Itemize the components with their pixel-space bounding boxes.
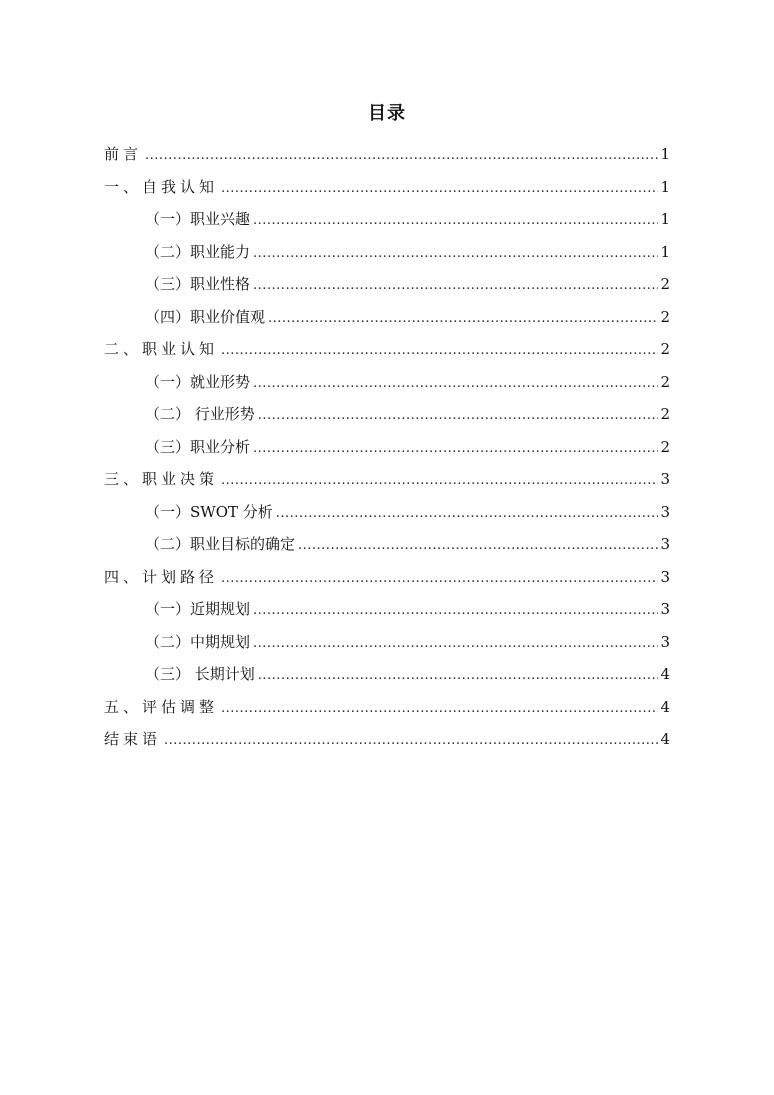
toc-entry[interactable] bbox=[104, 203, 670, 236]
toc-entry-page-number: 4 bbox=[660, 665, 670, 683]
toc-entry-page-number: 2 bbox=[660, 372, 670, 391]
toc-entry-label: （二） 行业形势 bbox=[145, 405, 255, 423]
toc-entry[interactable] bbox=[104, 626, 670, 659]
toc-entry[interactable] bbox=[104, 236, 670, 269]
toc-entry-label: 五、评估调整 bbox=[104, 697, 219, 716]
toc-entry-label: （三） 长期计划 bbox=[145, 665, 255, 683]
toc-dot-leader bbox=[253, 628, 658, 661]
toc-entry-page-number: 4 bbox=[660, 730, 670, 748]
toc-list bbox=[104, 138, 670, 756]
toc-entry-page-number: 2 bbox=[660, 340, 670, 358]
toc-dot-leader bbox=[298, 530, 658, 563]
toc-title: 目录 bbox=[368, 103, 406, 124]
toc-entry[interactable] bbox=[104, 138, 670, 171]
toc-dot-leader bbox=[221, 335, 658, 368]
toc-entry-label: 前言 bbox=[104, 145, 143, 163]
toc-entry[interactable] bbox=[104, 333, 670, 366]
toc-entry[interactable] bbox=[104, 268, 670, 301]
toc-entry-label: （二）职业目标的确定 bbox=[145, 535, 296, 553]
toc-entry[interactable] bbox=[104, 301, 670, 334]
toc-dot-leader bbox=[253, 270, 658, 303]
toc-dot-leader bbox=[258, 660, 659, 693]
toc-entry-page-number: 3 bbox=[660, 567, 670, 586]
toc-dot-leader bbox=[221, 563, 658, 596]
toc-entry[interactable] bbox=[104, 561, 670, 594]
toc-entry-label: 一、自我认知 bbox=[104, 177, 219, 196]
toc-entry-label: （一）SWOT 分析 bbox=[145, 502, 273, 521]
toc-entry-page-number: 3 bbox=[660, 502, 670, 521]
toc-dot-leader bbox=[253, 368, 658, 401]
toc-entry-label: （一）近期规划 bbox=[145, 600, 251, 618]
toc-entry[interactable] bbox=[104, 496, 670, 529]
toc-entry-page-number: 1 bbox=[660, 210, 670, 228]
toc-dot-leader bbox=[221, 693, 658, 726]
toc-entry-label: （一）就业形势 bbox=[145, 372, 251, 391]
toc-dot-leader bbox=[221, 465, 658, 498]
toc-dot-leader bbox=[253, 433, 658, 466]
toc-entry-label: （一）职业兴趣 bbox=[145, 210, 251, 228]
toc-entry[interactable] bbox=[104, 171, 670, 204]
toc-entry[interactable] bbox=[104, 723, 670, 756]
toc-entry-label: 四、计划路径 bbox=[104, 567, 219, 586]
toc-entry-page-number: 3 bbox=[660, 600, 670, 618]
toc-entry-page-number: 3 bbox=[660, 470, 670, 488]
toc-dot-leader bbox=[145, 140, 658, 173]
toc-entry-page-number: 4 bbox=[660, 697, 670, 716]
toc-entry-label: （四）职业价值观 bbox=[145, 307, 266, 326]
toc-entry[interactable] bbox=[104, 463, 670, 496]
toc-dot-leader bbox=[276, 498, 659, 531]
toc-dot-leader bbox=[253, 595, 658, 628]
toc-entry-page-number: 2 bbox=[660, 437, 670, 456]
toc-entry-page-number: 3 bbox=[660, 535, 670, 553]
toc-entry-label: 结束语 bbox=[104, 730, 162, 748]
toc-entry-page-number: 2 bbox=[660, 307, 670, 326]
toc-entry[interactable] bbox=[104, 691, 670, 724]
toc-entry[interactable] bbox=[104, 593, 670, 626]
toc-entry[interactable] bbox=[104, 366, 670, 399]
toc-entry-label: 二、职业认知 bbox=[104, 340, 219, 358]
toc-entry-page-number: 2 bbox=[660, 275, 670, 293]
toc-entry-page-number: 2 bbox=[660, 405, 670, 423]
toc-entry-label: （三）职业性格 bbox=[145, 275, 251, 293]
toc-dot-leader bbox=[164, 725, 658, 758]
toc-dot-leader bbox=[221, 173, 658, 206]
toc-dot-leader bbox=[268, 303, 658, 336]
toc-entry-page-number: 1 bbox=[660, 145, 670, 163]
toc-dot-leader bbox=[258, 400, 659, 433]
toc-entry-label: 三、职业决策 bbox=[104, 470, 219, 488]
toc-dot-leader bbox=[253, 205, 658, 238]
toc-entry[interactable] bbox=[104, 528, 670, 561]
toc-entry[interactable] bbox=[104, 431, 670, 464]
toc-entry-page-number: 1 bbox=[660, 242, 670, 261]
toc-entry-label: （二）职业能力 bbox=[145, 242, 251, 261]
toc-entry[interactable] bbox=[104, 398, 670, 431]
toc-entry-page-number: 3 bbox=[660, 632, 670, 651]
toc-dot-leader bbox=[253, 238, 658, 271]
toc-entry-label: （三）职业分析 bbox=[145, 437, 251, 456]
toc-entry[interactable] bbox=[104, 658, 670, 691]
toc-entry-label: （二）中期规划 bbox=[145, 632, 251, 651]
toc-entry-page-number: 1 bbox=[660, 177, 670, 196]
